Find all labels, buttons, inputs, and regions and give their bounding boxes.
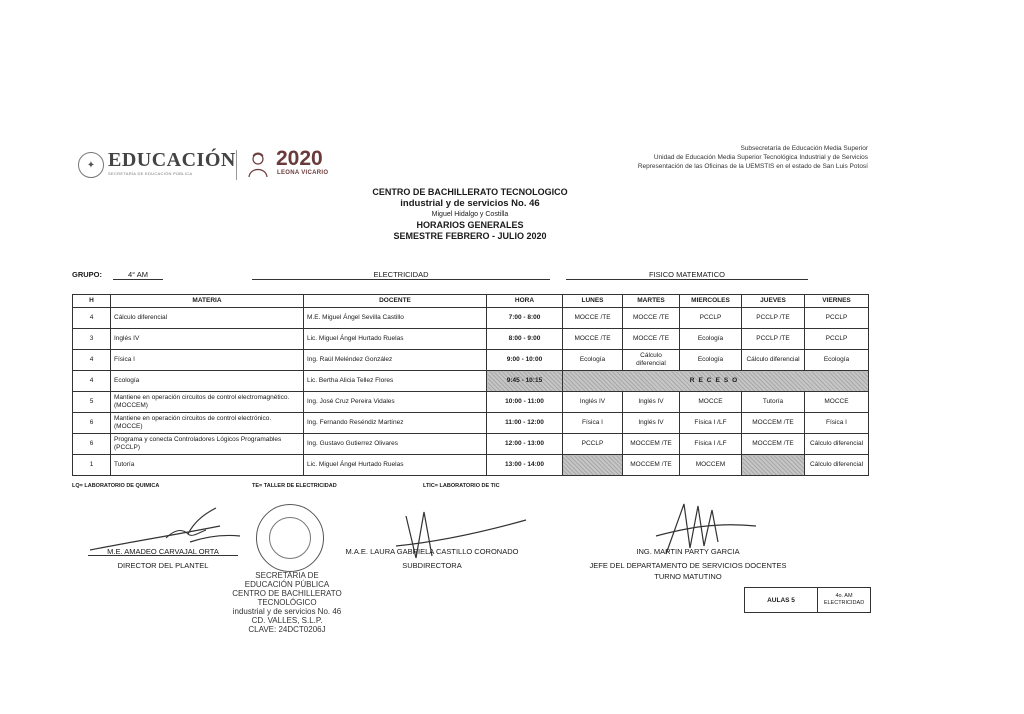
sep-seal-icon: ✦ xyxy=(78,152,104,178)
cell-miercoles: MOCCE xyxy=(680,392,742,413)
col-header-docente: DOCENTE xyxy=(304,295,487,308)
table-row xyxy=(73,434,869,455)
cell-jueves: Cálculo diferencial xyxy=(742,350,805,371)
cell-h: 6 xyxy=(73,434,111,455)
cell-materia: Inglés IV xyxy=(111,329,304,350)
educacion-logo-sub: SECRETARÍA DE EDUCACIÓN PÚBLICA xyxy=(108,171,193,176)
stamp-line: CD. VALLES, S.L.P. xyxy=(251,616,323,625)
col-header-hora: HORA xyxy=(487,295,563,308)
title-horarios: HORARIOS GENERALES xyxy=(416,220,524,230)
jefe-name: ING. MARTIN PARTY GARCIA xyxy=(636,547,740,556)
col-header-jueves: JUEVES xyxy=(742,295,805,308)
table-row xyxy=(73,308,869,329)
cell-miercoles: Ecología xyxy=(680,350,742,371)
cell-miercoles: Física I /LF xyxy=(680,434,742,455)
cell-viernes: PCCLP xyxy=(805,329,869,350)
col-header-martes: MARTES xyxy=(623,295,680,308)
table-row xyxy=(73,350,869,371)
aulas-grupo xyxy=(818,588,871,613)
cell-h: 4 xyxy=(73,308,111,329)
director-role: DIRECTOR DEL PLANTEL xyxy=(117,561,209,570)
cell-materia: Cálculo diferencial xyxy=(111,308,304,329)
stamp-line: TECNOLÓGICO xyxy=(257,598,317,607)
header-right-line: Unidad de Educación Media Superior Tecnológica Industrial y de Servicios xyxy=(653,154,868,161)
cell-viernes: Cálculo diferencial xyxy=(805,455,869,476)
cell-jueves xyxy=(742,455,805,476)
cell-lunes: PCCLP xyxy=(563,434,623,455)
cell-materia: Mantiene en operación circuitos de control electrónico. (MOCCE) xyxy=(111,413,304,434)
table-row xyxy=(73,455,869,476)
year-logo: 2020 xyxy=(276,147,323,170)
cell-h: 4 xyxy=(73,350,111,371)
stamp-line: EDUCACIÓN PÚBLICA xyxy=(244,580,330,589)
cell-martes: Cálculo diferencial xyxy=(623,350,680,371)
table-row xyxy=(73,329,869,350)
cell-materia: Ecología xyxy=(111,371,304,392)
aulas-box xyxy=(744,587,871,613)
col-header-materia: MATERIA xyxy=(111,295,304,308)
cell-lunes: MOCCE /TE xyxy=(563,308,623,329)
grupo-label: GRUPO: xyxy=(72,270,102,279)
cell-docente: Ing. Fernando Reséndiz Martínez xyxy=(304,413,487,434)
cell-hora: 13:00 - 14:00 xyxy=(487,455,563,476)
cell-materia: Mantiene en operación circuitos de control electromagnético. (MOCCEM) xyxy=(111,392,304,413)
title-school-sub: industrial y de servicios No. 46 xyxy=(400,198,540,209)
header-right-line: Subsecretaría de Educación Media Superior xyxy=(740,145,868,152)
cell-lunes: MOCCE /TE xyxy=(563,329,623,350)
aulas-grupo-value: 4o. AM xyxy=(835,593,853,599)
cell-docente: Ing. Gustavo Gutierrez Olivares xyxy=(304,434,487,455)
cell-h: 5 xyxy=(73,392,111,413)
aulas-label: AULAS 5 xyxy=(745,588,818,613)
col-header-h: H xyxy=(73,295,111,308)
stamp-line: industrial y de servicios No. 46 xyxy=(232,607,342,616)
jefe-role-turno: TURNO MATUTINO xyxy=(654,572,722,581)
aulas-carrera-value: ELECTRICIDAD xyxy=(823,600,865,606)
cell-jueves: PCCLP /TE xyxy=(742,329,805,350)
cell-materia: Programa y conecta Controladores Lógicos Programables (PCCLP) xyxy=(111,434,304,455)
header-right-line: Representación de las Oficinas de la UEMSTIS en el estado de San Luis Potosí xyxy=(637,163,868,170)
cell-h: 3 xyxy=(73,329,111,350)
logo-divider xyxy=(236,150,237,180)
table-row xyxy=(73,413,869,434)
cell-miercoles: MOCCEM xyxy=(680,455,742,476)
cell-martes: MOCCEM /TE xyxy=(623,434,680,455)
table-header-row xyxy=(73,295,869,308)
area-value: FISICO MATEMATICO xyxy=(566,270,808,280)
cell-martes: MOCCE /TE xyxy=(623,308,680,329)
cell-h: 6 xyxy=(73,413,111,434)
cell-docente: Lic. Miguel Ángel Hurtado Ruelas xyxy=(304,455,487,476)
cell-materia: Tutoría xyxy=(111,455,304,476)
cell-lunes: Inglés IV xyxy=(563,392,623,413)
cell-docente: M.E. Miguel Ángel Sevilla Castillo xyxy=(304,308,487,329)
table-row-receso xyxy=(73,371,869,392)
cell-h: 1 xyxy=(73,455,111,476)
document-titles xyxy=(0,187,940,242)
table-row xyxy=(73,392,869,413)
cell-martes: MOCCEM /TE xyxy=(623,455,680,476)
cell-miercoles: Física I /LF xyxy=(680,413,742,434)
cell-materia: Física I xyxy=(111,350,304,371)
cell-docente: Ing. José Cruz Pereira Vidales xyxy=(304,392,487,413)
cell-viernes: MOCCE xyxy=(805,392,869,413)
cell-hora: 8:00 - 9:00 xyxy=(487,329,563,350)
cell-miercoles: PCCLP xyxy=(680,308,742,329)
col-header-miercoles: MIERCOLES xyxy=(680,295,742,308)
cell-hora: 11:00 - 12:00 xyxy=(487,413,563,434)
subdirectora-role: SUBDIRECTORA xyxy=(402,561,462,570)
cell-martes: MOCCE /TE xyxy=(623,329,680,350)
stamp-line: SECRETARIA DE xyxy=(255,571,319,580)
cell-lunes xyxy=(563,455,623,476)
cell-jueves: MOCCEM /TE xyxy=(742,413,805,434)
cell-viernes: PCCLP xyxy=(805,308,869,329)
official-stamp-icon xyxy=(256,504,324,572)
stamp-text xyxy=(222,571,352,634)
col-header-viernes: VIERNES xyxy=(805,295,869,308)
receso-cell: RECESO xyxy=(563,371,869,392)
cell-lunes: Ecología xyxy=(563,350,623,371)
cell-martes: Inglés IV xyxy=(623,392,680,413)
year-logo-sub: LEONA VICARIO xyxy=(277,170,329,176)
cell-jueves: Tutoría xyxy=(742,392,805,413)
cell-docente: Ing. Raúl Meléndez González xyxy=(304,350,487,371)
cell-miercoles: Ecología xyxy=(680,329,742,350)
legend-lq: LQ= LABORATORIO DE QUIMICA xyxy=(72,483,160,489)
cell-hora: 12:00 - 13:00 xyxy=(487,434,563,455)
leona-vicario-portrait-icon xyxy=(244,150,272,178)
cell-docente: Lic. Bertha Alicia Tellez Flores xyxy=(304,371,487,392)
subdirectora-name: M.A.E. LAURA GABRIELA CASTILLO CORONADO xyxy=(345,547,519,556)
grupo-value: 4° AM xyxy=(113,270,163,280)
title-semestre: SEMESTRE FEBRERO - JULIO 2020 xyxy=(393,231,547,241)
carrera-value: ELECTRICIDAD xyxy=(252,270,550,280)
col-header-lunes: LUNES xyxy=(563,295,623,308)
stamp-line: CENTRO DE BACHILLERATO xyxy=(232,589,342,598)
director-name: M.E. AMADEO CARVAJAL ORTA xyxy=(107,547,219,556)
legend-te: TE= TALLER DE ELECTRICIDAD xyxy=(252,483,337,489)
cell-viernes: Cálculo diferencial xyxy=(805,434,869,455)
cell-h: 4 xyxy=(73,371,111,392)
cell-viernes: Física I xyxy=(805,413,869,434)
cell-docente: Lic. Miguel Ángel Hurtado Ruelas xyxy=(304,329,487,350)
cell-jueves: PCCLP /TE xyxy=(742,308,805,329)
schedule-table xyxy=(72,294,869,476)
cell-hora: 9:45 - 10:15 xyxy=(487,371,563,392)
cell-jueves: MOCCEM /TE xyxy=(742,434,805,455)
title-school: CENTRO DE BACHILLERATO TECNOLOGICO xyxy=(372,187,568,197)
jefe-role: JEFE DEL DEPARTAMENTO DE SERVICIOS DOCENTES xyxy=(589,561,787,570)
cell-hora: 9:00 - 10:00 xyxy=(487,350,563,371)
header-right-block xyxy=(638,144,868,171)
cell-martes: Inglés IV xyxy=(623,413,680,434)
cell-viernes: Ecología xyxy=(805,350,869,371)
stamp-line: CLAVE: 24DCT0206J xyxy=(248,625,326,634)
educacion-logo: EDUCACIÓN xyxy=(108,149,236,171)
title-school-name: Miguel Hidalgo y Costilla xyxy=(431,211,509,218)
cell-hora: 7:00 - 8:00 xyxy=(487,308,563,329)
legend-ltic: LTIC= LABORATORIO DE TIC xyxy=(423,483,500,489)
cell-hora: 10:00 - 11:00 xyxy=(487,392,563,413)
cell-lunes: Física I xyxy=(563,413,623,434)
